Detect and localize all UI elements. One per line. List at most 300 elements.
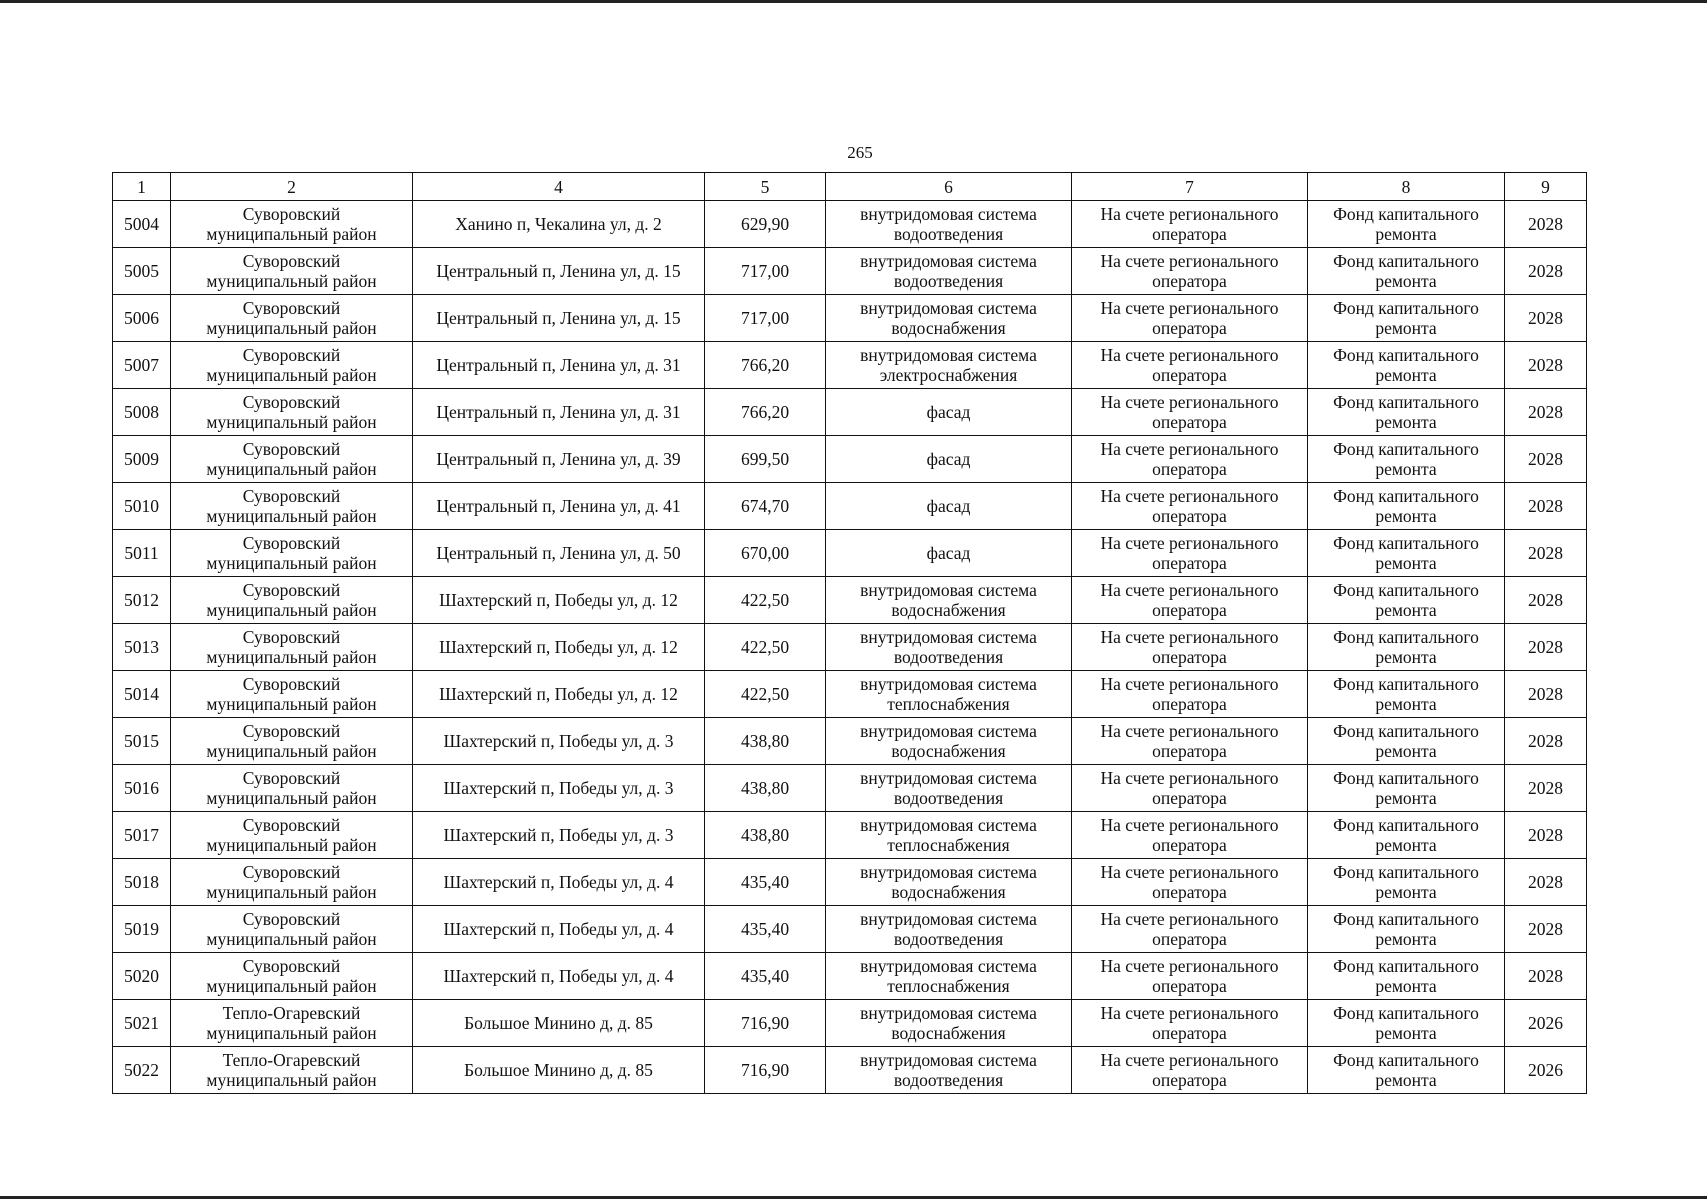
table-row bbox=[113, 201, 1587, 248]
row-number-cell: 5008 bbox=[113, 389, 171, 436]
municipality-cell bbox=[171, 577, 413, 624]
table-body bbox=[113, 201, 1587, 1094]
account-cell-line-2: оператора bbox=[1152, 412, 1227, 432]
year-cell: 2028 bbox=[1505, 812, 1587, 859]
row-number-cell: 5012 bbox=[113, 577, 171, 624]
account-cell bbox=[1072, 342, 1308, 389]
fund-cell bbox=[1308, 624, 1505, 671]
fund-cell-line-2: ремонта bbox=[1375, 459, 1437, 479]
work-type-cell-line-1: внутридомовая система bbox=[860, 674, 1037, 694]
year-cell: 2028 bbox=[1505, 530, 1587, 577]
work-type-cell bbox=[826, 859, 1072, 906]
account-cell-line-2: оператора bbox=[1152, 271, 1227, 291]
account-cell bbox=[1072, 389, 1308, 436]
work-type-cell-line-2: электроснабжения bbox=[879, 365, 1018, 385]
work-type-cell-line-1: внутридомовая система bbox=[860, 721, 1037, 741]
address-cell: Большое Минино д, д. 85 bbox=[413, 1000, 705, 1047]
bottom-border-line bbox=[0, 1196, 1707, 1199]
address-cell: Шахтерский п, Победы ул, д. 4 bbox=[413, 859, 705, 906]
fund-cell-line-2: ремонта bbox=[1375, 412, 1437, 432]
account-cell-line-2: оператора bbox=[1152, 318, 1227, 338]
area-cell: 629,90 bbox=[705, 201, 826, 248]
column-header: 7 bbox=[1072, 173, 1308, 201]
account-cell-line-2: оператора bbox=[1152, 365, 1227, 385]
account-cell-line-2: оператора bbox=[1152, 976, 1227, 996]
fund-cell-line-2: ремонта bbox=[1375, 600, 1437, 620]
municipality-cell-line-2: муниципальный район bbox=[206, 1070, 377, 1090]
fund-cell bbox=[1308, 389, 1505, 436]
table-row bbox=[113, 812, 1587, 859]
work-type-cell-line-2: водоотведения bbox=[893, 788, 1004, 808]
fund-cell-line-1: Фонд капитального bbox=[1333, 768, 1479, 788]
municipality-cell-line-2: муниципальный район bbox=[206, 647, 377, 667]
account-cell bbox=[1072, 577, 1308, 624]
fund-cell-line-1: Фонд капитального bbox=[1333, 1050, 1479, 1070]
fund-cell bbox=[1308, 295, 1505, 342]
account-cell bbox=[1072, 248, 1308, 295]
municipality-cell-line-2: муниципальный район bbox=[206, 788, 377, 808]
municipality-cell-line-1: Суворовский bbox=[242, 627, 341, 647]
account-cell-line-1: На счете регионального bbox=[1100, 956, 1279, 976]
fund-cell bbox=[1308, 953, 1505, 1000]
fund-cell-line-1: Фонд капитального bbox=[1333, 204, 1479, 224]
work-type-cell-line-2: водоотведения bbox=[893, 1070, 1004, 1090]
municipality-cell-line-2: муниципальный район bbox=[206, 412, 377, 432]
account-cell-line-1: На счете регионального bbox=[1100, 909, 1279, 929]
municipality-cell-line-1: Суворовский bbox=[242, 392, 341, 412]
year-cell: 2028 bbox=[1505, 624, 1587, 671]
work-type-cell bbox=[826, 718, 1072, 765]
municipality-cell bbox=[171, 718, 413, 765]
fund-cell-line-2: ремонта bbox=[1375, 365, 1437, 385]
account-cell-line-2: оператора bbox=[1152, 835, 1227, 855]
fund-cell bbox=[1308, 906, 1505, 953]
work-type-cell-line-1: внутридомовая система bbox=[860, 1003, 1037, 1023]
table-row bbox=[113, 859, 1587, 906]
work-type-cell-line-1: внутридомовая система bbox=[860, 204, 1037, 224]
area-cell: 435,40 bbox=[705, 906, 826, 953]
fund-cell-line-1: Фонд капитального bbox=[1333, 956, 1479, 976]
work-type-cell-line-1: внутридомовая система bbox=[860, 768, 1037, 788]
municipality-cell-line-2: муниципальный район bbox=[206, 318, 377, 338]
account-cell-line-1: На счете регионального bbox=[1100, 204, 1279, 224]
work-type-cell bbox=[826, 1000, 1072, 1047]
municipality-cell bbox=[171, 859, 413, 906]
fund-cell bbox=[1308, 248, 1505, 295]
municipality-cell-line-2: муниципальный район bbox=[206, 365, 377, 385]
work-type-cell bbox=[826, 248, 1072, 295]
fund-cell-line-1: Фонд капитального bbox=[1333, 298, 1479, 318]
table-row bbox=[113, 530, 1587, 577]
fund-cell-line-2: ремонта bbox=[1375, 976, 1437, 996]
table-row bbox=[113, 248, 1587, 295]
account-cell bbox=[1072, 906, 1308, 953]
municipality-cell-line-1: Суворовский bbox=[242, 815, 341, 835]
work-type-cell bbox=[826, 624, 1072, 671]
fund-cell bbox=[1308, 812, 1505, 859]
area-cell: 422,50 bbox=[705, 577, 826, 624]
row-number-cell: 5018 bbox=[113, 859, 171, 906]
area-cell: 438,80 bbox=[705, 812, 826, 859]
fund-cell-line-2: ремонта bbox=[1375, 694, 1437, 714]
fund-cell-line-1: Фонд капитального bbox=[1333, 486, 1479, 506]
header-row bbox=[113, 173, 1587, 201]
municipality-cell-line-1: Суворовский bbox=[242, 909, 341, 929]
municipality-cell-line-1: Суворовский bbox=[242, 486, 341, 506]
municipality-cell bbox=[171, 1047, 413, 1094]
account-cell bbox=[1072, 530, 1308, 577]
fund-cell-line-2: ремонта bbox=[1375, 271, 1437, 291]
account-cell-line-1: На счете регионального bbox=[1100, 533, 1279, 553]
address-cell: Шахтерский п, Победы ул, д. 12 bbox=[413, 577, 705, 624]
fund-cell-line-2: ремонта bbox=[1375, 929, 1437, 949]
account-cell bbox=[1072, 812, 1308, 859]
account-cell-line-2: оператора bbox=[1152, 600, 1227, 620]
year-cell: 2028 bbox=[1505, 436, 1587, 483]
column-header: 2 bbox=[171, 173, 413, 201]
address-cell: Шахтерский п, Победы ул, д. 3 bbox=[413, 718, 705, 765]
work-type-cell-line-2: водоснабжения bbox=[891, 741, 1006, 761]
account-cell-line-2: оператора bbox=[1152, 1070, 1227, 1090]
municipality-cell bbox=[171, 389, 413, 436]
work-type-cell-line-1: внутридомовая система bbox=[860, 580, 1037, 600]
fund-cell-line-2: ремонта bbox=[1375, 788, 1437, 808]
account-cell bbox=[1072, 765, 1308, 812]
account-cell bbox=[1072, 859, 1308, 906]
area-cell: 716,90 bbox=[705, 1000, 826, 1047]
fund-cell-line-2: ремонта bbox=[1375, 224, 1437, 244]
fund-cell bbox=[1308, 1000, 1505, 1047]
account-cell-line-2: оператора bbox=[1152, 553, 1227, 573]
row-number-cell: 5019 bbox=[113, 906, 171, 953]
fund-cell bbox=[1308, 577, 1505, 624]
account-cell-line-1: На счете регионального bbox=[1100, 815, 1279, 835]
municipality-cell-line-1: Тепло-Огаревский bbox=[222, 1050, 361, 1070]
fund-cell-line-1: Фонд капитального bbox=[1333, 862, 1479, 882]
account-cell-line-1: На счете регионального bbox=[1100, 298, 1279, 318]
account-cell bbox=[1072, 201, 1308, 248]
work-type-cell-line-1: внутридомовая система bbox=[860, 298, 1037, 318]
municipality-cell-line-1: Суворовский bbox=[242, 721, 341, 741]
column-header: 5 bbox=[705, 173, 826, 201]
address-cell: Центральный п, Ленина ул, д. 15 bbox=[413, 248, 705, 295]
row-number-cell: 5009 bbox=[113, 436, 171, 483]
fund-cell bbox=[1308, 1047, 1505, 1094]
address-cell: Центральный п, Ленина ул, д. 50 bbox=[413, 530, 705, 577]
account-cell bbox=[1072, 483, 1308, 530]
year-cell: 2028 bbox=[1505, 906, 1587, 953]
year-cell: 2028 bbox=[1505, 953, 1587, 1000]
work-type-cell-line-1: внутридомовая система bbox=[860, 345, 1037, 365]
account-cell-line-2: оператора bbox=[1152, 459, 1227, 479]
row-number-cell: 5007 bbox=[113, 342, 171, 389]
account-cell-line-2: оператора bbox=[1152, 224, 1227, 244]
address-cell: Шахтерский п, Победы ул, д. 12 bbox=[413, 671, 705, 718]
municipality-cell-line-2: муниципальный район bbox=[206, 459, 377, 479]
account-cell-line-1: На счете регионального bbox=[1100, 862, 1279, 882]
municipality-cell-line-1: Суворовский bbox=[242, 439, 341, 459]
year-cell: 2028 bbox=[1505, 295, 1587, 342]
account-cell-line-1: На счете регионального bbox=[1100, 251, 1279, 271]
work-type-cell-line-2: теплоснабжения bbox=[887, 694, 1010, 714]
account-cell bbox=[1072, 953, 1308, 1000]
municipality-cell-line-2: муниципальный район bbox=[206, 271, 377, 291]
table-row bbox=[113, 906, 1587, 953]
address-cell: Шахтерский п, Победы ул, д. 3 bbox=[413, 765, 705, 812]
account-cell-line-1: На счете регионального bbox=[1100, 1003, 1279, 1023]
fund-cell-line-1: Фонд капитального bbox=[1333, 674, 1479, 694]
municipality-cell bbox=[171, 201, 413, 248]
fund-cell-line-2: ремонта bbox=[1375, 835, 1437, 855]
municipality-cell bbox=[171, 483, 413, 530]
table-row bbox=[113, 718, 1587, 765]
fund-cell-line-2: ремонта bbox=[1375, 882, 1437, 902]
municipality-cell-line-2: муниципальный район bbox=[206, 694, 377, 714]
table-row bbox=[113, 577, 1587, 624]
municipality-cell-line-1: Суворовский bbox=[242, 345, 341, 365]
address-cell: Центральный п, Ленина ул, д. 31 bbox=[413, 342, 705, 389]
fund-cell-line-1: Фонд капитального bbox=[1333, 251, 1479, 271]
fund-cell-line-1: Фонд капитального bbox=[1333, 1003, 1479, 1023]
municipality-cell bbox=[171, 671, 413, 718]
address-cell: Шахтерский п, Победы ул, д. 12 bbox=[413, 624, 705, 671]
municipality-cell-line-1: Суворовский bbox=[242, 768, 341, 788]
municipality-cell-line-2: муниципальный район bbox=[206, 741, 377, 761]
work-type-cell-line-2: водоснабжения bbox=[891, 1023, 1006, 1043]
municipality-cell-line-1: Суворовский bbox=[242, 580, 341, 600]
address-cell: Ханино п, Чекалина ул, д. 2 bbox=[413, 201, 705, 248]
fund-cell-line-1: Фонд капитального bbox=[1333, 439, 1479, 459]
account-cell-line-2: оператора bbox=[1152, 506, 1227, 526]
municipality-cell bbox=[171, 765, 413, 812]
year-cell: 2028 bbox=[1505, 483, 1587, 530]
account-cell-line-1: На счете регионального bbox=[1100, 674, 1279, 694]
year-cell: 2028 bbox=[1505, 342, 1587, 389]
work-type-cell-line-1: внутридомовая система bbox=[860, 956, 1037, 976]
municipality-cell-line-2: муниципальный район bbox=[206, 224, 377, 244]
work-type-cell-line-2: водоотведения bbox=[893, 224, 1004, 244]
year-cell: 2028 bbox=[1505, 765, 1587, 812]
municipality-cell-line-1: Суворовский bbox=[242, 204, 341, 224]
account-cell bbox=[1072, 624, 1308, 671]
table-row bbox=[113, 624, 1587, 671]
fund-cell-line-2: ремонта bbox=[1375, 647, 1437, 667]
fund-cell-line-1: Фонд капитального bbox=[1333, 580, 1479, 600]
account-cell-line-2: оператора bbox=[1152, 741, 1227, 761]
municipality-cell-line-1: Суворовский bbox=[242, 298, 341, 318]
address-cell: Шахтерский п, Победы ул, д. 4 bbox=[413, 906, 705, 953]
municipality-cell bbox=[171, 812, 413, 859]
account-cell bbox=[1072, 671, 1308, 718]
work-type-cell bbox=[826, 906, 1072, 953]
fund-cell bbox=[1308, 530, 1505, 577]
year-cell: 2028 bbox=[1505, 389, 1587, 436]
municipality-cell-line-1: Суворовский bbox=[242, 251, 341, 271]
fund-cell-line-1: Фонд капитального bbox=[1333, 345, 1479, 365]
work-type-cell bbox=[826, 201, 1072, 248]
table-row bbox=[113, 295, 1587, 342]
row-number-cell: 5005 bbox=[113, 248, 171, 295]
area-cell: 717,00 bbox=[705, 248, 826, 295]
work-type-cell bbox=[826, 342, 1072, 389]
year-cell: 2026 bbox=[1505, 1000, 1587, 1047]
municipality-cell-line-1: Тепло-Огаревский bbox=[222, 1003, 361, 1023]
area-cell: 674,70 bbox=[705, 483, 826, 530]
work-type-cell-line-1: внутридомовая система bbox=[860, 909, 1037, 929]
fund-cell bbox=[1308, 671, 1505, 718]
table-row bbox=[113, 1000, 1587, 1047]
account-cell bbox=[1072, 1047, 1308, 1094]
table-row bbox=[113, 953, 1587, 1000]
work-type-cell: фасад bbox=[826, 530, 1072, 577]
work-type-cell: фасад bbox=[826, 436, 1072, 483]
fund-cell bbox=[1308, 859, 1505, 906]
row-number-cell: 5015 bbox=[113, 718, 171, 765]
fund-cell-line-1: Фонд капитального bbox=[1333, 533, 1479, 553]
account-cell-line-1: На счете регионального bbox=[1100, 580, 1279, 600]
municipality-cell bbox=[171, 624, 413, 671]
municipality-cell bbox=[171, 953, 413, 1000]
area-cell: 435,40 bbox=[705, 953, 826, 1000]
table-row bbox=[113, 389, 1587, 436]
fund-cell-line-2: ремонта bbox=[1375, 1023, 1437, 1043]
work-type-cell-line-2: водоснабжения bbox=[891, 318, 1006, 338]
fund-cell-line-2: ремонта bbox=[1375, 741, 1437, 761]
column-header: 1 bbox=[113, 173, 171, 201]
work-type-cell-line-1: внутридомовая система bbox=[860, 1050, 1037, 1070]
account-cell-line-2: оператора bbox=[1152, 929, 1227, 949]
work-type-cell bbox=[826, 671, 1072, 718]
municipality-cell bbox=[171, 248, 413, 295]
top-border-line bbox=[0, 0, 1707, 3]
page-number: 265 bbox=[847, 143, 873, 162]
account-cell-line-1: На счете регионального bbox=[1100, 486, 1279, 506]
column-header: 6 bbox=[826, 173, 1072, 201]
row-number-cell: 5020 bbox=[113, 953, 171, 1000]
municipality-cell bbox=[171, 342, 413, 389]
year-cell: 2028 bbox=[1505, 718, 1587, 765]
work-type-cell bbox=[826, 953, 1072, 1000]
account-cell-line-1: На счете регионального bbox=[1100, 345, 1279, 365]
work-type-cell bbox=[826, 1047, 1072, 1094]
area-cell: 670,00 bbox=[705, 530, 826, 577]
municipality-cell-line-2: муниципальный район bbox=[206, 553, 377, 573]
account-cell-line-1: На счете регионального bbox=[1100, 392, 1279, 412]
municipality-cell bbox=[171, 1000, 413, 1047]
account-cell bbox=[1072, 1000, 1308, 1047]
column-header: 8 bbox=[1308, 173, 1505, 201]
row-number-cell: 5013 bbox=[113, 624, 171, 671]
table-row bbox=[113, 1047, 1587, 1094]
area-cell: 699,50 bbox=[705, 436, 826, 483]
work-type-cell-line-2: водоснабжения bbox=[891, 882, 1006, 902]
row-number-cell: 5016 bbox=[113, 765, 171, 812]
fund-cell bbox=[1308, 201, 1505, 248]
year-cell: 2028 bbox=[1505, 671, 1587, 718]
fund-cell-line-1: Фонд капитального bbox=[1333, 627, 1479, 647]
account-cell-line-1: На счете регионального bbox=[1100, 721, 1279, 741]
account-cell-line-2: оператора bbox=[1152, 694, 1227, 714]
year-cell: 2028 bbox=[1505, 577, 1587, 624]
address-cell: Центральный п, Ленина ул, д. 15 bbox=[413, 295, 705, 342]
row-number-cell: 5006 bbox=[113, 295, 171, 342]
fund-cell-line-1: Фонд капитального bbox=[1333, 721, 1479, 741]
work-type-cell: фасад bbox=[826, 389, 1072, 436]
municipality-cell-line-2: муниципальный район bbox=[206, 835, 377, 855]
capital-repair-table bbox=[112, 172, 1587, 1094]
area-cell: 438,80 bbox=[705, 765, 826, 812]
area-cell: 766,20 bbox=[705, 389, 826, 436]
municipality-cell-line-2: муниципальный район bbox=[206, 506, 377, 526]
municipality-cell bbox=[171, 436, 413, 483]
column-header: 9 bbox=[1505, 173, 1587, 201]
account-cell-line-1: На счете регионального bbox=[1100, 1050, 1279, 1070]
account-cell bbox=[1072, 295, 1308, 342]
work-type-cell: фасад bbox=[826, 483, 1072, 530]
area-cell: 766,20 bbox=[705, 342, 826, 389]
account-cell-line-2: оператора bbox=[1152, 882, 1227, 902]
fund-cell-line-2: ремонта bbox=[1375, 506, 1437, 526]
row-number-cell: 5022 bbox=[113, 1047, 171, 1094]
table-row bbox=[113, 765, 1587, 812]
account-cell-line-1: На счете регионального bbox=[1100, 439, 1279, 459]
account-cell-line-2: оператора bbox=[1152, 647, 1227, 667]
year-cell: 2028 bbox=[1505, 859, 1587, 906]
area-cell: 422,50 bbox=[705, 671, 826, 718]
municipality-cell-line-1: Суворовский bbox=[242, 862, 341, 882]
row-number-cell: 5010 bbox=[113, 483, 171, 530]
work-type-cell-line-2: водоотведения bbox=[893, 929, 1004, 949]
account-cell bbox=[1072, 718, 1308, 765]
work-type-cell bbox=[826, 812, 1072, 859]
work-type-cell-line-2: водоотведения bbox=[893, 271, 1004, 291]
municipality-cell-line-2: муниципальный район bbox=[206, 929, 377, 949]
work-type-cell-line-1: внутридомовая система bbox=[860, 862, 1037, 882]
table-row bbox=[113, 342, 1587, 389]
fund-cell-line-2: ремонта bbox=[1375, 553, 1437, 573]
municipality-cell-line-2: муниципальный район bbox=[206, 976, 377, 996]
row-number-cell: 5017 bbox=[113, 812, 171, 859]
fund-cell bbox=[1308, 436, 1505, 483]
fund-cell bbox=[1308, 718, 1505, 765]
municipality-cell-line-2: муниципальный район bbox=[206, 1023, 377, 1043]
row-number-cell: 5021 bbox=[113, 1000, 171, 1047]
municipality-cell-line-1: Суворовский bbox=[242, 956, 341, 976]
address-cell: Шахтерский п, Победы ул, д. 4 bbox=[413, 953, 705, 1000]
address-cell: Центральный п, Ленина ул, д. 31 bbox=[413, 389, 705, 436]
work-type-cell-line-1: внутридомовая система bbox=[860, 815, 1037, 835]
address-cell: Шахтерский п, Победы ул, д. 3 bbox=[413, 812, 705, 859]
account-cell-line-1: На счете регионального bbox=[1100, 768, 1279, 788]
table-row bbox=[113, 436, 1587, 483]
fund-cell bbox=[1308, 483, 1505, 530]
year-cell: 2028 bbox=[1505, 248, 1587, 295]
municipality-cell bbox=[171, 530, 413, 577]
account-cell bbox=[1072, 436, 1308, 483]
row-number-cell: 5011 bbox=[113, 530, 171, 577]
column-header: 4 bbox=[413, 173, 705, 201]
area-cell: 422,50 bbox=[705, 624, 826, 671]
municipality-cell-line-2: муниципальный район bbox=[206, 882, 377, 902]
work-type-cell-line-2: водоотведения bbox=[893, 647, 1004, 667]
row-number-cell: 5014 bbox=[113, 671, 171, 718]
fund-cell bbox=[1308, 342, 1505, 389]
row-number-cell: 5004 bbox=[113, 201, 171, 248]
work-type-cell bbox=[826, 577, 1072, 624]
account-cell-line-1: На счете регионального bbox=[1100, 627, 1279, 647]
municipality-cell bbox=[171, 906, 413, 953]
area-cell: 438,80 bbox=[705, 718, 826, 765]
